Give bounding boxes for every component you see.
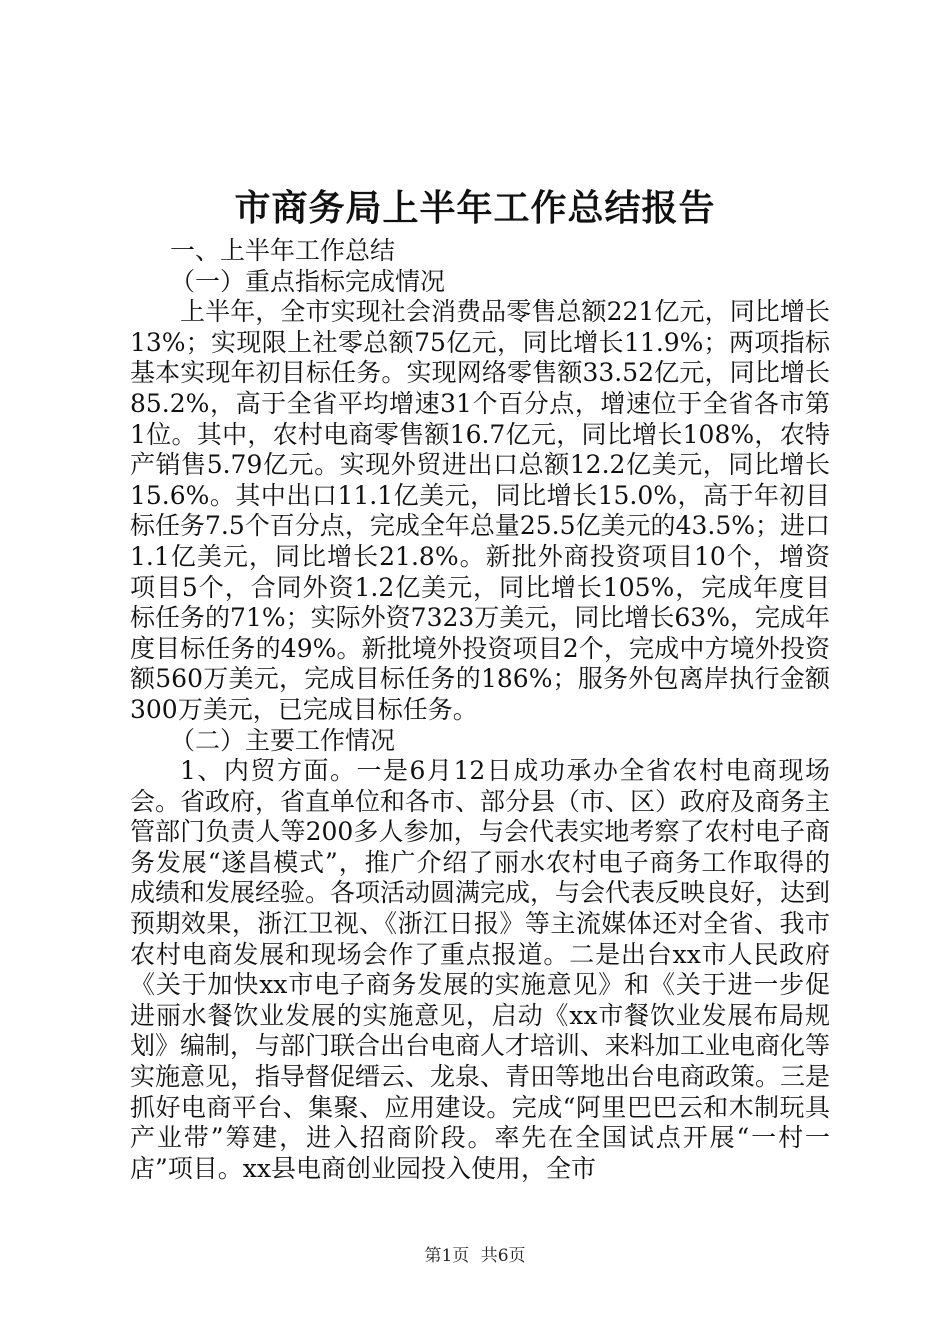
subsection-heading-main-work: （二）主要工作情况 — [170, 725, 396, 755]
document-body — [130, 236, 830, 1184]
subsection-heading-key-indicators: （一）重点指标完成情况 — [170, 266, 446, 296]
section-heading-summary: 一、上半年工作总结 — [170, 236, 396, 265]
paragraph-domestic-trade: 1、内贸方面。一是6月12日成功承办全省农村电商现场会。省政府，省直单位和各市、部分县（市、区）政府及商务主管部门负责人等200多人参加，与会代表实地考察了农村电子商务发展“遂昌模式”，推广介绍了丽水农村电子商务工作取得的成绩和发展经验。各项活动圆满完成，与会代表反映良好，达到预期效果，浙江卫视、《浙江日报》等主流媒体还对全省、我市农村电商发展和现场会作了重点报道。二是出台xx市人民政府《关于加快xx市电子商务发展的实施意见》和《关于进一步促进丽水餐饮业发展的实施意见，启动《xx市餐饮业发展布局规划》编制，与部门联合出台电商人才培训、来料加工业电商化等实施意见，指导督促缙云、龙泉、青田等地出台电商政策。三是抓好电商平台、集聚、应用建设。完成“阿里巴巴云和木制玩具产业带”筹建，进入招商阶段。率先在全国试点开展“一村一店”项目。xx县电商创业园投入使用，全市 — [130, 756, 831, 1183]
document-title: 市商务局上半年工作总结报告 — [234, 187, 716, 229]
page-footer — [0, 1244, 950, 1268]
paragraph-key-indicators: 上半年，全市实现社会消费品零售总额221亿元，同比增长13%；实现限上社零总额75亿元，同比增长11.9%；两项指标基本实现年初目标任务。实现网络零售额33.52亿元，同比增长85.2%，高于全省平均增速31个百分点，增速位于全省各市第1位。其中，农村电商零售额16.7亿元，同比增长108%，农特产销售5.79亿元。实现外贸进出口总额12.2亿美元，同比增长15.6%。其中出口11.1亿美元，同比增长15.0%，高于年初目标任务7.5个百分点，完成全年总量25.5亿美元的43.5%；进口1.1亿美元，同比增长21.8%。新批外商投资项目10个，增资项目5个，合同外资1.2亿美元，同比增长105%，完成年度目标任务的71%；实际外资7323万美元，同比增长63%，完成年度目标任务的49%。新批境外投资项目2个，完成中方境外投资额560万美元，完成目标任务的186%；服务外包离岸执行金额300万美元，已完成目标任务。 — [130, 297, 830, 724]
page-number: 第1页 — [424, 1246, 470, 1266]
page-total: 共6页 — [480, 1246, 526, 1266]
